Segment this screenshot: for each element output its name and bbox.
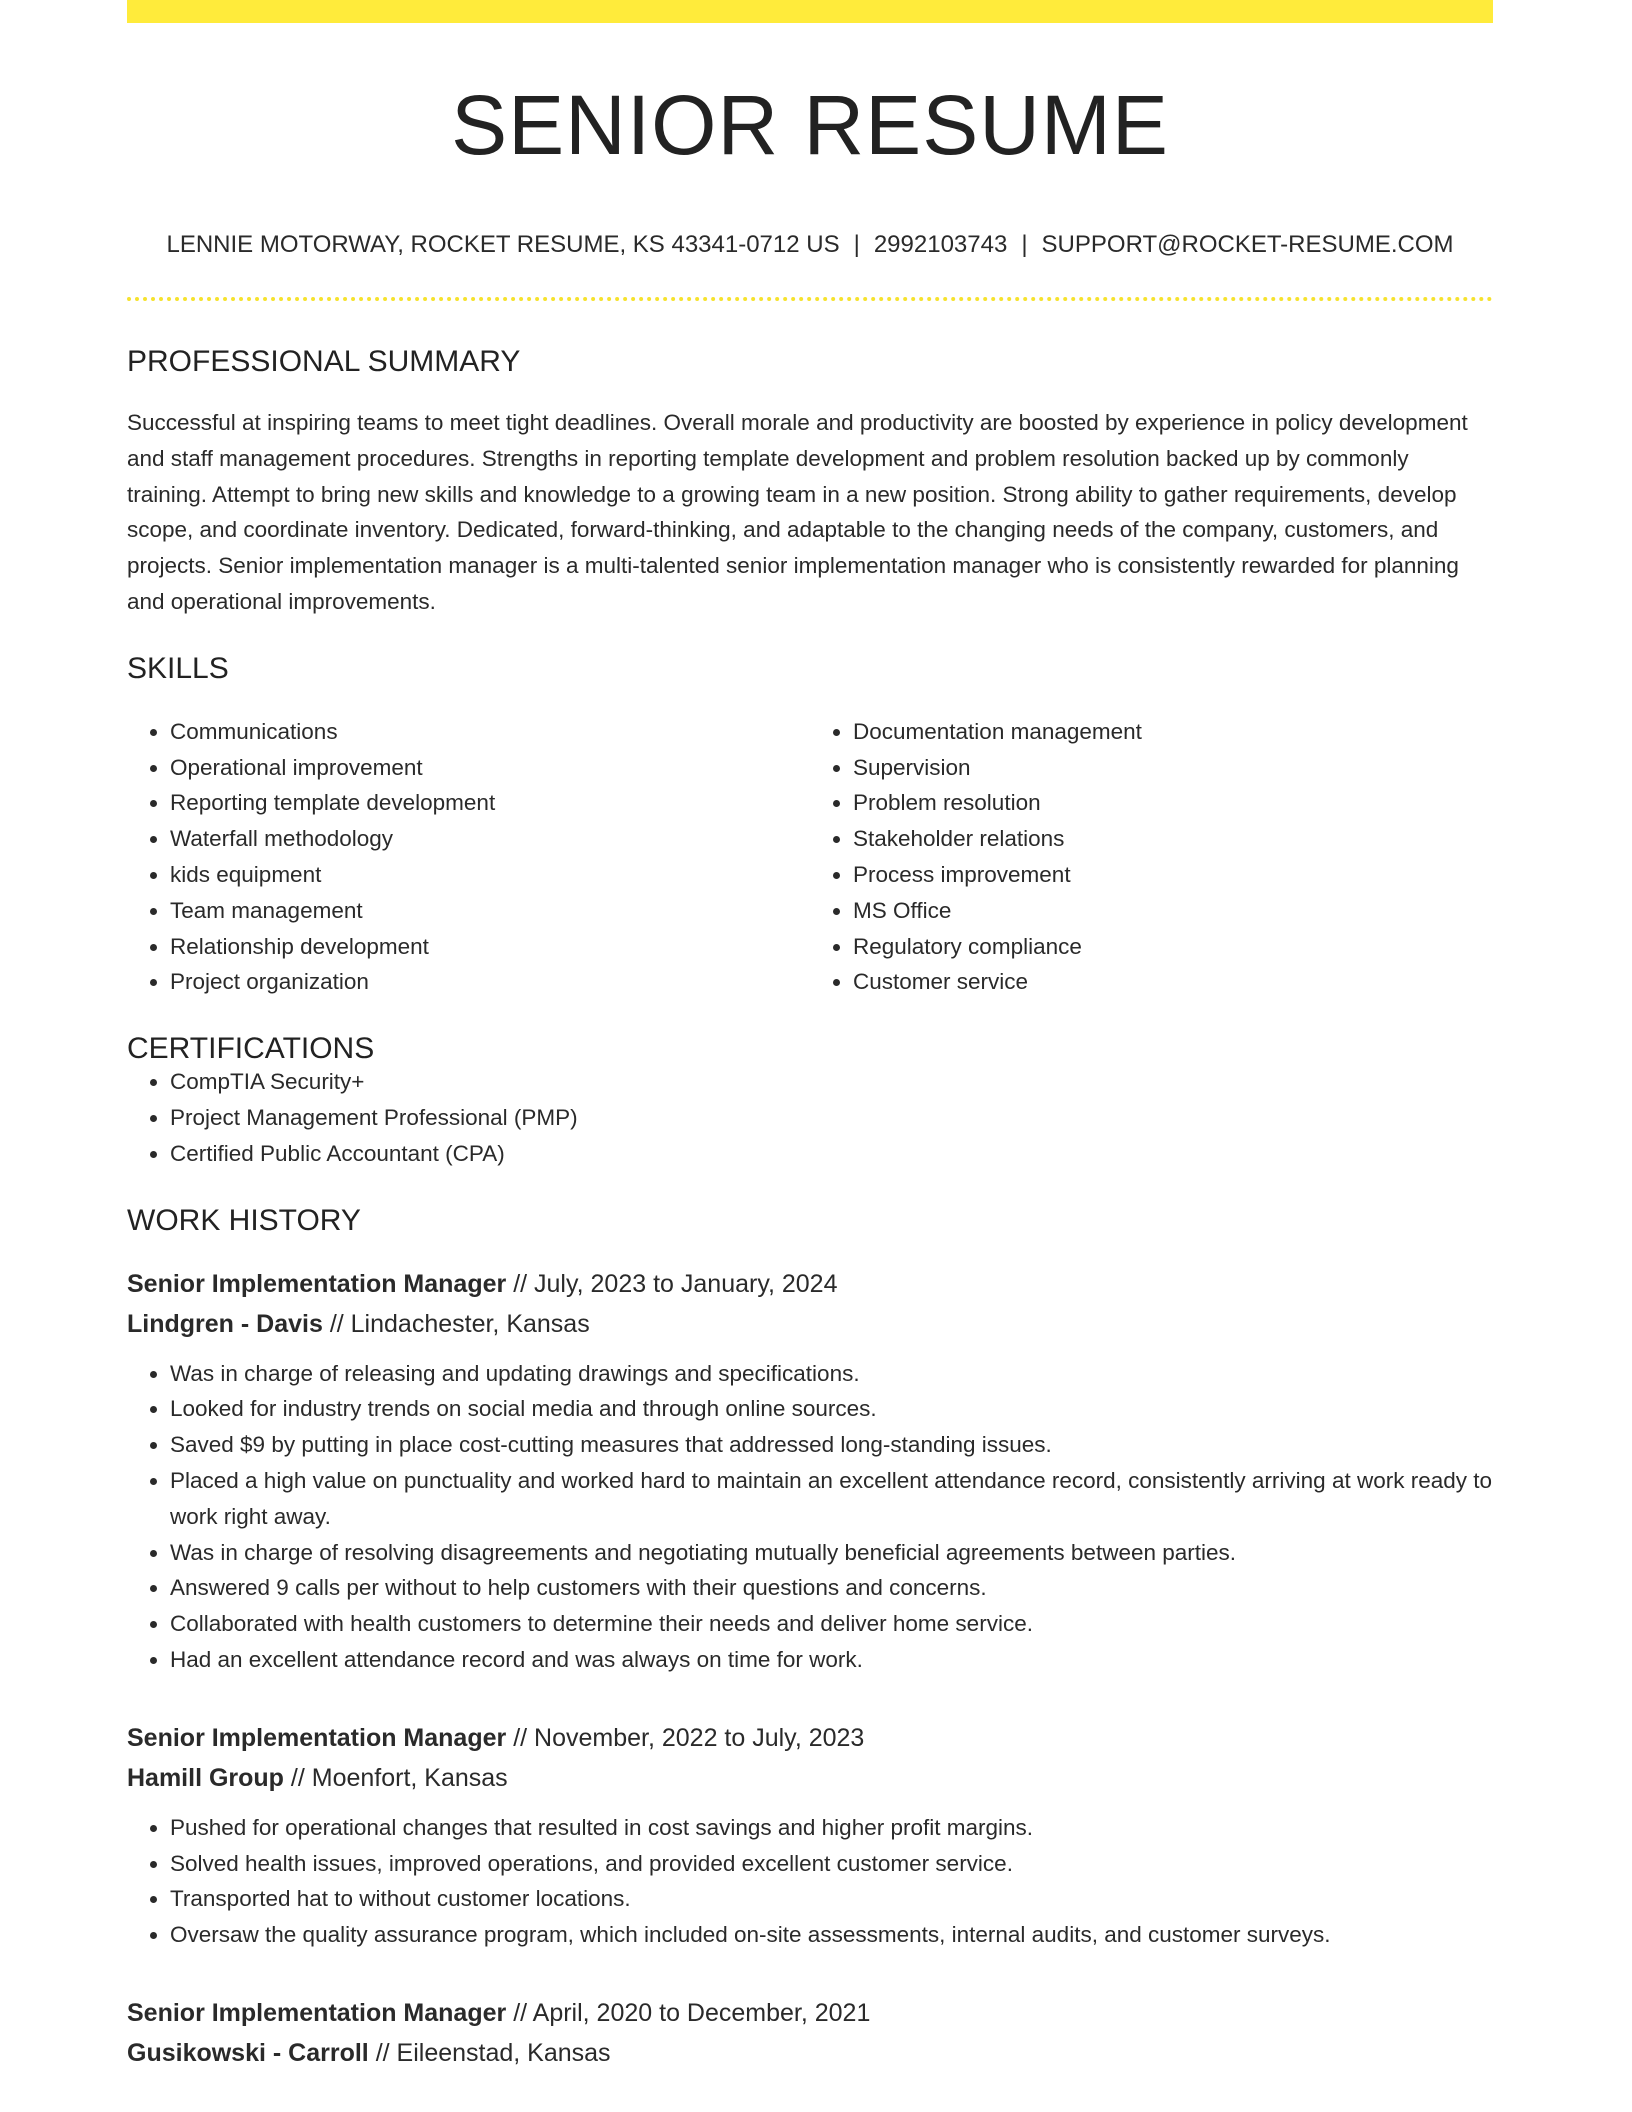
certifications-heading: CERTIFICATIONS [127, 1032, 375, 1066]
job-entry [127, 1993, 1493, 2073]
contact-address: LENNIE MOTORWAY, ROCKET RESUME, KS 43341-0712 US [166, 231, 840, 258]
skill-item: • Process improvement [853, 857, 1493, 893]
job-bullet: • Was in charge of releasing and updating drawings and specifications. [170, 1356, 1493, 1392]
skill-item: • Problem resolution [853, 785, 1493, 821]
contact-email: SUPPORT@ROCKET-RESUME.COM [1041, 231, 1454, 258]
skill-item: • Operational improvement [170, 750, 810, 786]
certification-item: • Project Management Professional (PMP) [170, 1100, 1493, 1136]
skill-item: • Regulatory compliance [853, 929, 1493, 965]
job-location: // Moenfort, Kansas [283, 1763, 508, 1792]
skill-item: • Documentation management [853, 714, 1493, 750]
job-location: // Eileenstad, Kansas [368, 2038, 611, 2067]
contact-separator: | [1021, 231, 1028, 258]
skills-columns [127, 714, 1493, 1000]
job-bullet: • Transported hat to without customer locations. [170, 1881, 1493, 1917]
skills-list-left [127, 714, 810, 1000]
job-company: Hamill Group [127, 1763, 284, 1792]
job-title-line [127, 1718, 1493, 1758]
summary-text: Successful at inspiring teams to meet tight deadlines. Overall morale and productivity are boosted by experience in policy development and staff management procedures. Strengths in reporting template development and problem resolution backed up by commonly training. Attempt to bring new skills and knowledge to a growing team in a new position. Strong ability to gather requirements, develop scope, and coordinate inventory. Dedicated, forward-thinking, and adaptable to the changing needs of the company, customers, and projects. Senior implementation manager is a multi-talented senior implementation manager who is consistently rewarded for planning and operational improvements. [127, 410, 1468, 614]
skill-item: • kids equipment [170, 857, 810, 893]
resume-page [127, 0, 1493, 2073]
job-dates: // July, 2023 to January, 2024 [506, 1269, 838, 1298]
job-company-line [127, 1758, 1493, 1798]
certification-item: • CompTIA Security+ [170, 1064, 1493, 1100]
job-bullet: • Was in charge of resolving disagreements and negotiating mutually beneficial agreements between parties. [170, 1535, 1493, 1571]
resume-name: SENIOR RESUME [451, 78, 1169, 172]
job-role: Senior Implementation Manager [127, 1723, 507, 1752]
summary-heading: PROFESSIONAL SUMMARY [127, 345, 521, 378]
job-entry [127, 1264, 1493, 1678]
work-history-heading: WORK HISTORY [127, 1203, 361, 1237]
skills-list-right [810, 714, 1493, 1000]
skill-item: • Stakeholder relations [853, 821, 1493, 857]
dotted-divider [127, 297, 1493, 301]
job-bullet: • Answered 9 calls per without to help customers with their questions and concerns. [170, 1570, 1493, 1606]
job-bullet: • Saved $9 by putting in place cost-cutting measures that addressed long-standing issues. [170, 1427, 1493, 1463]
job-bullets [127, 1810, 1493, 1953]
skills-heading: SKILLS [127, 651, 229, 685]
job-company-line [127, 2033, 1493, 2073]
job-entry [127, 1718, 1493, 1953]
job-dates: // November, 2022 to July, 2023 [506, 1723, 865, 1752]
job-bullet: • Placed a high value on punctuality and worked hard to maintain an excellent attendance record, consistently arriving at work ready to work right away. [170, 1463, 1493, 1535]
job-bullets [127, 1356, 1493, 1678]
job-title-line [127, 1993, 1493, 2033]
job-bullet: • Collaborated with health customers to determine their needs and deliver home service. [170, 1606, 1493, 1642]
job-company: Gusikowski - Carroll [127, 2038, 369, 2067]
accent-top-bar [127, 0, 1493, 23]
skill-item: • MS Office [853, 893, 1493, 929]
job-bullet: • Oversaw the quality assurance program, which included on-site assessments, internal audits, and customer surveys. [170, 1917, 1493, 1953]
contact-phone: 2992103743 [873, 231, 1008, 258]
skill-item: • Reporting template development [170, 785, 810, 821]
job-company-line [127, 1304, 1493, 1344]
job-title-line [127, 1264, 1493, 1304]
job-role: Senior Implementation Manager [127, 1998, 507, 2027]
job-dates: // April, 2020 to December, 2021 [506, 1998, 871, 2027]
job-bullet: • Pushed for operational changes that resulted in cost savings and higher profit margins. [170, 1810, 1493, 1846]
job-bullet: • Solved health issues, improved operations, and provided excellent customer service. [170, 1846, 1493, 1882]
certifications-list [127, 1064, 1493, 1171]
work-history-list [127, 1264, 1493, 2073]
skill-item: • Waterfall methodology [170, 821, 810, 857]
skill-item: • Relationship development [170, 929, 810, 965]
skill-item: • Communications [170, 714, 810, 750]
job-role: Senior Implementation Manager [127, 1269, 507, 1298]
contact-line [127, 233, 1493, 257]
job-bullet: • Had an excellent attendance record and was always on time for work. [170, 1642, 1493, 1678]
job-company: Lindgren - Davis [127, 1309, 323, 1338]
skill-item: • Team management [170, 893, 810, 929]
skill-item: • Project organization [170, 964, 810, 1000]
contact-separator: | [853, 231, 860, 258]
job-bullet: • Looked for industry trends on social media and through online sources. [170, 1391, 1493, 1427]
job-location: // Lindachester, Kansas [322, 1309, 590, 1338]
certification-item: • Certified Public Accountant (CPA) [170, 1136, 1493, 1172]
skill-item: • Supervision [853, 750, 1493, 786]
skill-item: • Customer service [853, 964, 1493, 1000]
